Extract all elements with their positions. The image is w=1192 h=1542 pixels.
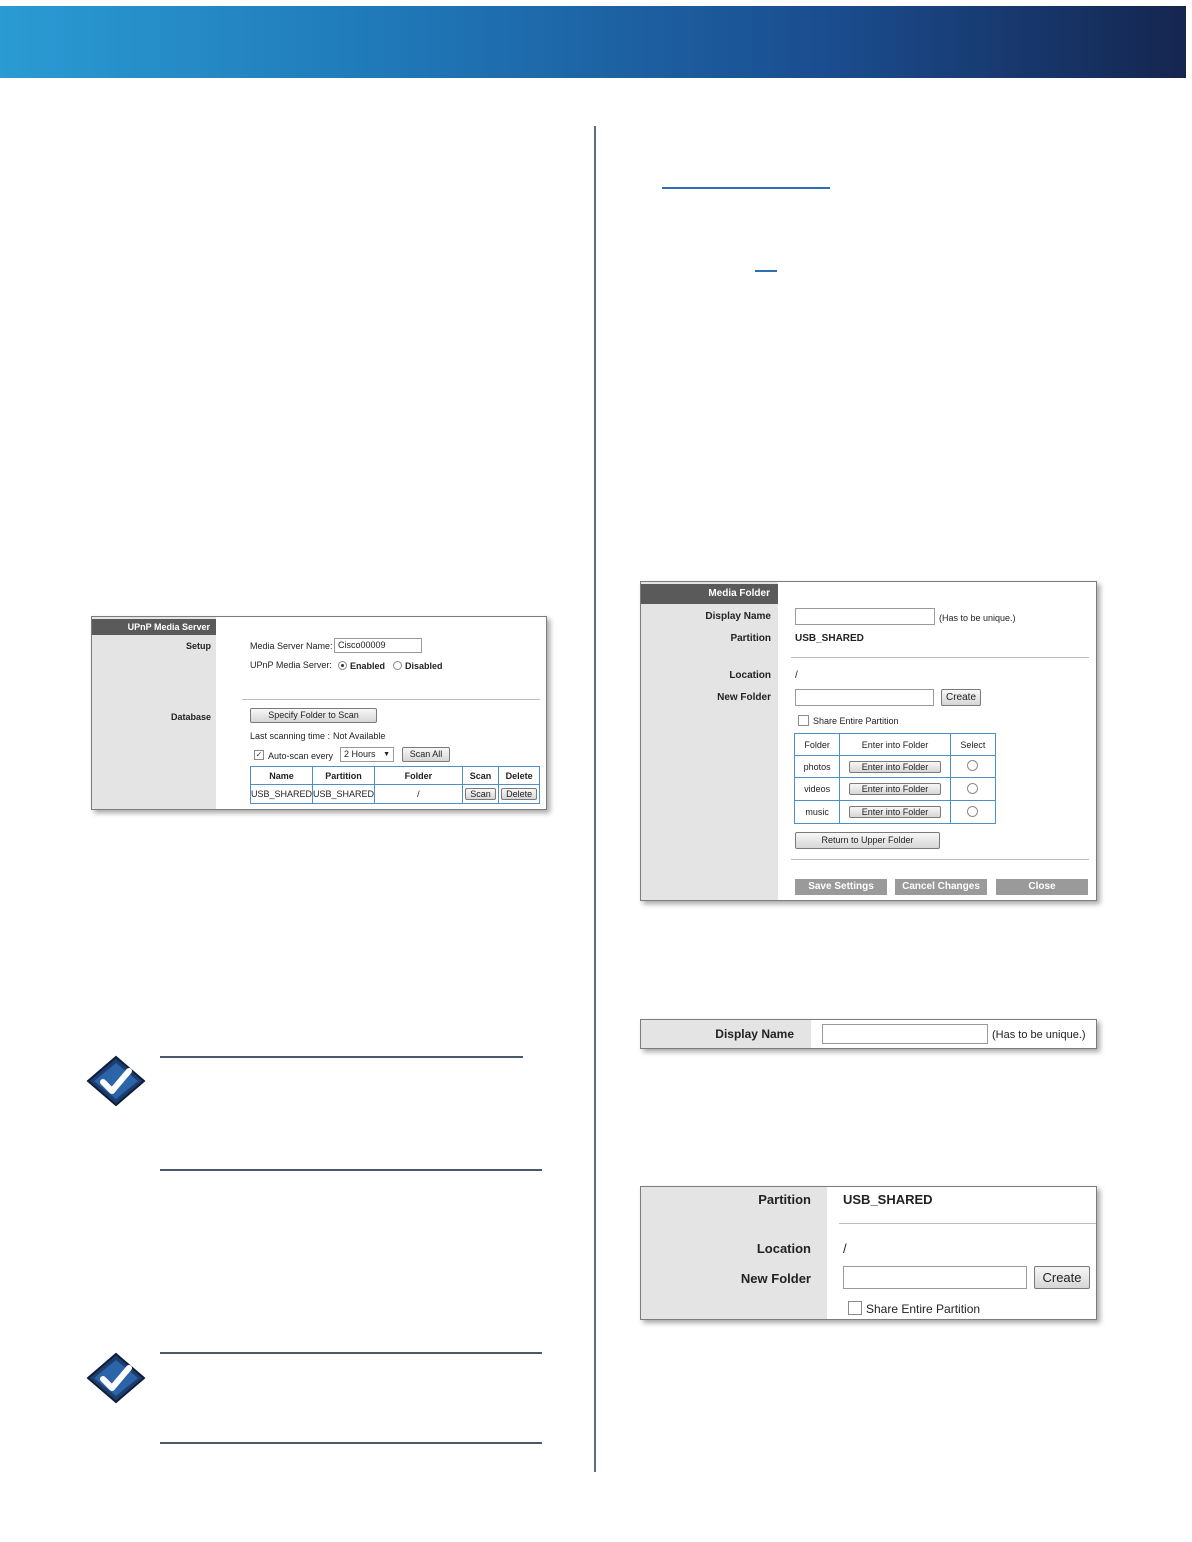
table-cell: music	[795, 801, 840, 824]
table-cell	[840, 756, 950, 778]
display-name-label: Display Name	[705, 611, 771, 622]
table-cell: videos	[795, 778, 840, 801]
enter-folder-button[interactable]: Enter into Folder	[849, 783, 942, 795]
column-divider	[594, 126, 596, 1472]
media-folder-sidebar	[641, 582, 778, 900]
upnp-header: UPnP Media Server	[92, 619, 216, 635]
media-folder-screenshot	[640, 581, 1097, 901]
media-folder-footer-separator	[791, 859, 1089, 860]
select-radio[interactable]	[967, 806, 978, 817]
auto-scan-checkbox[interactable]: ✓	[255, 750, 263, 759]
table-header-cell: Enter into Folder	[840, 734, 950, 756]
partition-separator	[839, 1223, 1096, 1224]
auto-scan-select[interactable]	[340, 747, 394, 762]
table-cell	[462, 785, 499, 804]
last-scanning-label: Last scanning time :	[250, 731, 331, 741]
scan-row-button[interactable]: Scan	[465, 788, 496, 800]
share-entire-partition-label: Share Entire Partition	[866, 1302, 981, 1316]
folder-table	[794, 733, 996, 824]
upnp-disabled-label: Disabled	[405, 661, 443, 671]
chevron-down-icon: ▼	[383, 751, 390, 758]
table-cell: USB_SHARED	[251, 785, 313, 804]
display-name-hint: (Has to be unique.)	[939, 613, 1016, 623]
partition-value: USB_SHARED	[795, 633, 864, 644]
note-rule-bottom	[160, 1169, 542, 1171]
table-row	[795, 778, 996, 801]
scan-all-button[interactable]: Scan All	[402, 747, 450, 762]
note-rule-top	[160, 1056, 523, 1058]
auto-scan-select-value: 2 Hours	[344, 749, 376, 759]
upnp-media-server-label: UPnP Media Server:	[250, 660, 332, 670]
location-value: /	[843, 1241, 847, 1256]
share-entire-partition-checkbox[interactable]	[848, 1301, 862, 1315]
table-cell	[840, 801, 950, 824]
new-folder-label: New Folder	[717, 692, 771, 703]
new-folder-input[interactable]	[843, 1266, 1027, 1289]
note-rule-bottom	[160, 1442, 542, 1444]
table-header-row	[251, 767, 540, 785]
table-header-cell: Scan	[462, 767, 499, 785]
upnp-database-label: Database	[170, 712, 211, 722]
specify-folder-button[interactable]: Specify Folder to Scan	[250, 708, 377, 723]
table-row	[251, 785, 540, 804]
table-header-cell: Name	[251, 767, 313, 785]
table-cell: /	[375, 785, 463, 804]
select-radio[interactable]	[967, 783, 978, 794]
auto-scan-label: Auto-scan every	[268, 751, 334, 761]
table-row	[795, 756, 996, 778]
media-folder-header: Media Folder	[641, 584, 778, 604]
new-folder-input[interactable]	[795, 689, 934, 706]
display-name-screenshot	[640, 1019, 1097, 1049]
table-header-cell: Select	[950, 734, 995, 756]
table-header-cell: Delete	[499, 767, 540, 785]
last-scanning-value: Not Available	[333, 731, 386, 741]
delete-row-button[interactable]: Delete	[501, 788, 537, 800]
media-folder-separator	[791, 657, 1089, 658]
select-radio[interactable]	[967, 760, 978, 771]
upnp-disabled-radio[interactable]	[393, 661, 402, 670]
media-server-name-input[interactable]: Cisco00009	[334, 638, 422, 653]
section-heading-underline	[662, 187, 830, 189]
create-button[interactable]: Create	[1034, 1266, 1090, 1289]
upnp-enabled-radio[interactable]	[338, 661, 347, 670]
table-cell	[840, 778, 950, 801]
share-entire-partition-label: Share Entire Partition	[813, 716, 899, 726]
table-cell	[950, 778, 995, 801]
create-button[interactable]: Create	[941, 689, 981, 706]
checkmark-note-icon	[86, 1352, 146, 1404]
share-entire-partition-checkbox[interactable]	[798, 715, 809, 726]
upnp-media-server-screenshot	[91, 616, 547, 810]
table-cell: USB_SHARED	[313, 785, 375, 804]
display-name-hint: (Has to be unique.)	[992, 1029, 1086, 1041]
new-folder-label: New Folder	[740, 1271, 811, 1286]
enter-folder-button[interactable]: Enter into Folder	[849, 761, 942, 773]
location-label: Location	[729, 670, 771, 681]
table-cell	[950, 801, 995, 824]
upnp-enabled-label: Enabled	[350, 661, 386, 671]
media-server-name-label: Media Server Name:	[250, 641, 333, 651]
location-label: Location	[756, 1241, 811, 1256]
save-settings-button[interactable]: Save Settings	[795, 879, 887, 895]
partition-screenshot	[640, 1186, 1097, 1320]
table-cell	[499, 785, 540, 804]
return-upper-folder-button[interactable]: Return to Upper Folder	[795, 832, 940, 849]
checkmark-note-icon	[86, 1055, 146, 1107]
table-header-cell: Folder	[375, 767, 463, 785]
scan-folders-table	[250, 766, 540, 804]
partition-label: Partition	[730, 633, 771, 644]
table-row	[795, 801, 996, 824]
close-button[interactable]: Close	[996, 879, 1088, 895]
partition-value: USB_SHARED	[843, 1192, 933, 1207]
table-cell: photos	[795, 756, 840, 778]
table-header-cell: Folder	[795, 734, 840, 756]
page-link-underline	[755, 270, 777, 272]
cancel-changes-button[interactable]: Cancel Changes	[895, 879, 987, 895]
display-name-input[interactable]	[795, 608, 935, 625]
display-name-input[interactable]	[822, 1024, 988, 1044]
note-rule-top	[160, 1352, 542, 1354]
page-header-banner	[0, 6, 1186, 78]
table-header-row	[795, 734, 996, 756]
table-header-cell: Partition	[313, 767, 375, 785]
table-cell	[950, 756, 995, 778]
upnp-setup-label: Setup	[185, 641, 211, 651]
display-name-label: Display Name	[715, 1027, 794, 1041]
enter-folder-button[interactable]: Enter into Folder	[849, 806, 942, 818]
upnp-separator	[242, 699, 540, 700]
location-value: /	[795, 670, 798, 681]
partition-label: Partition	[758, 1192, 811, 1207]
